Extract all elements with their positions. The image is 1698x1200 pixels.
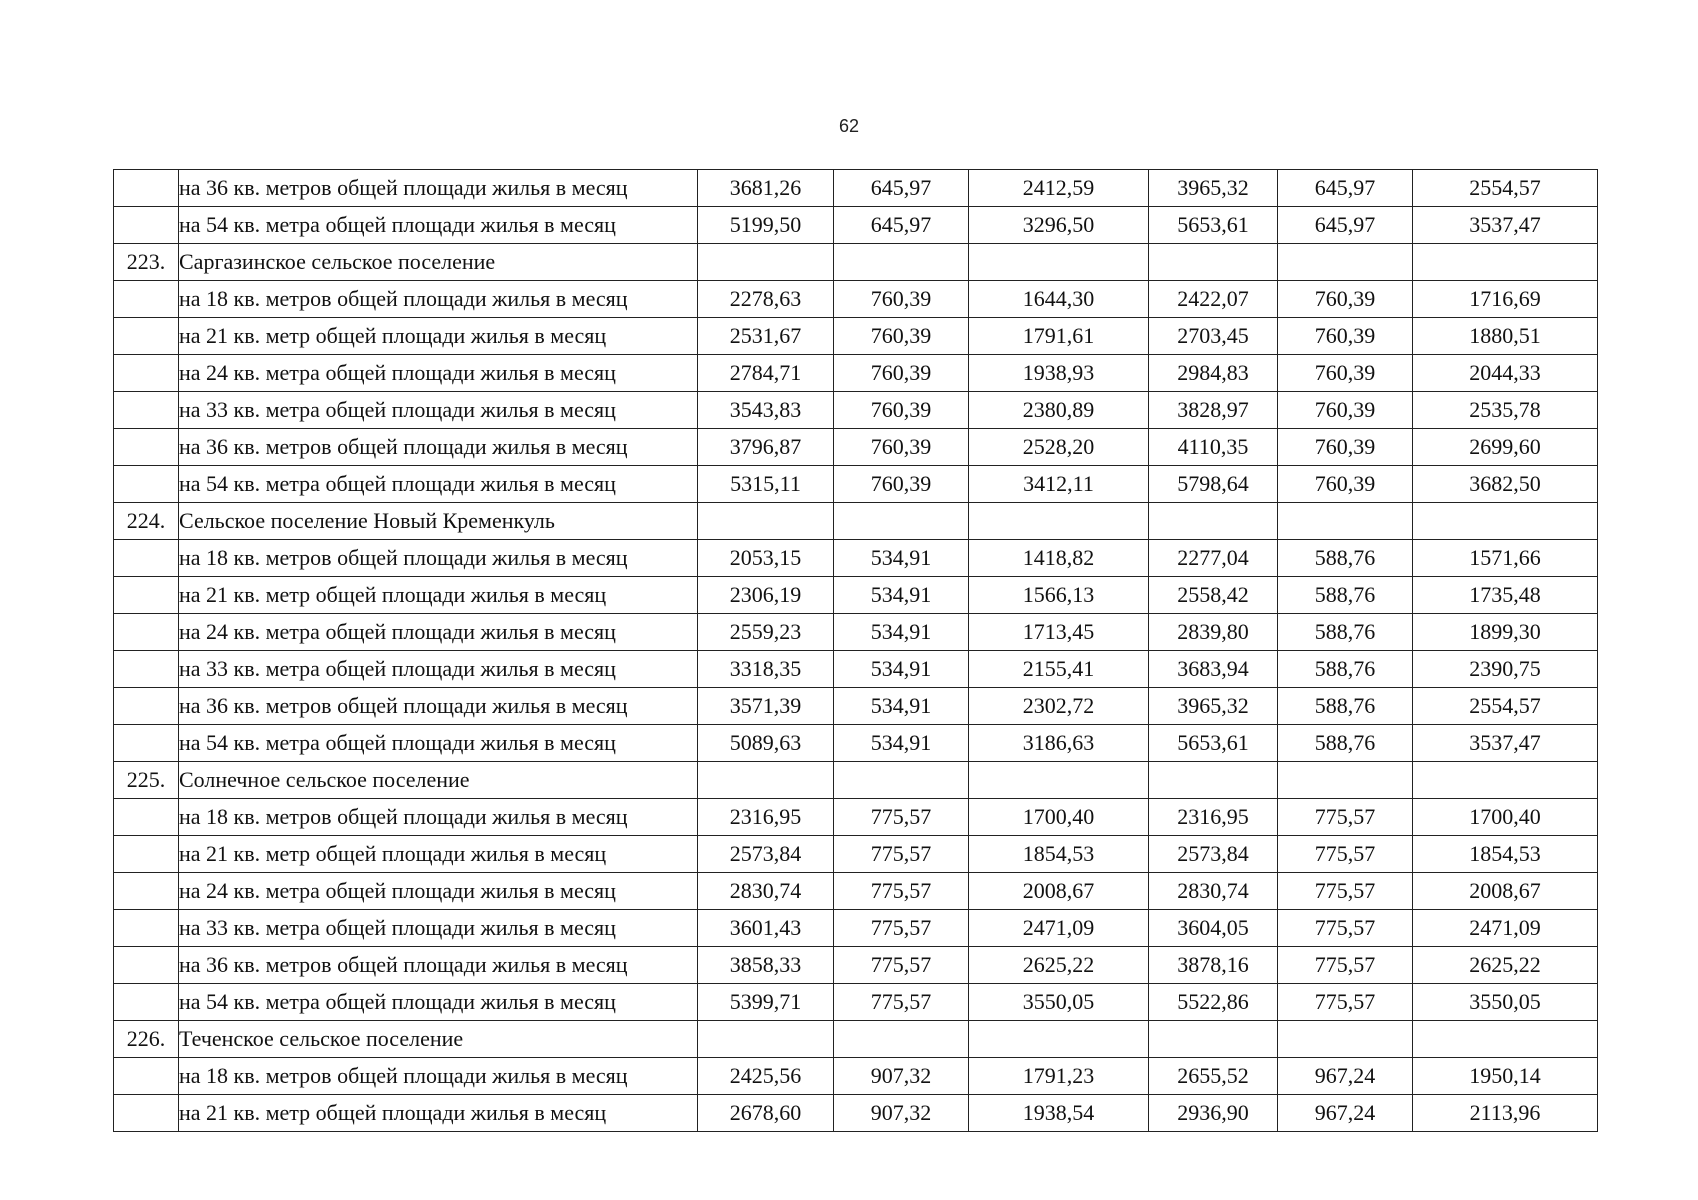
value-cell-6: 2554,57 (1413, 170, 1598, 207)
value-cell-3: 1938,93 (969, 355, 1149, 392)
row-number-cell (114, 1058, 179, 1095)
area-description-cell: на 21 кв. метр общей площади жилья в месяц (179, 1095, 698, 1132)
value-cell-2: 775,57 (834, 984, 969, 1021)
value-cell-4 (1149, 762, 1278, 799)
value-cell-1: 2830,74 (698, 873, 834, 910)
row-number-cell (114, 429, 179, 466)
row-number-cell (114, 910, 179, 947)
value-cell-4: 3683,94 (1149, 651, 1278, 688)
value-cell-1 (698, 1021, 834, 1058)
value-cell-6: 1700,40 (1413, 799, 1598, 836)
value-cell-1 (698, 503, 834, 540)
area-description-cell: на 36 кв. метров общей площади жилья в месяц (179, 429, 698, 466)
value-cell-4: 5522,86 (1149, 984, 1278, 1021)
table-row (114, 392, 1598, 429)
table-row (114, 799, 1598, 836)
value-cell-1: 3571,39 (698, 688, 834, 725)
value-cell-3: 1700,40 (969, 799, 1149, 836)
area-description-cell: на 18 кв. метров общей площади жилья в месяц (179, 1058, 698, 1095)
value-cell-4: 2277,04 (1149, 540, 1278, 577)
value-cell-3: 3296,50 (969, 207, 1149, 244)
row-number-cell (114, 984, 179, 1021)
value-cell-6: 2044,33 (1413, 355, 1598, 392)
value-cell-2: 645,97 (834, 207, 969, 244)
value-cell-4: 2936,90 (1149, 1095, 1278, 1132)
value-cell-4: 2422,07 (1149, 281, 1278, 318)
value-cell-5: 760,39 (1278, 281, 1413, 318)
value-cell-3: 2471,09 (969, 910, 1149, 947)
value-cell-3 (969, 244, 1149, 281)
value-cell-1: 2678,60 (698, 1095, 834, 1132)
value-cell-3: 1791,61 (969, 318, 1149, 355)
value-cell-2: 534,91 (834, 540, 969, 577)
settlement-name-cell: Саргазинское сельское поселение (179, 244, 698, 281)
table-row (114, 281, 1598, 318)
area-description-cell: на 21 кв. метр общей площади жилья в месяц (179, 577, 698, 614)
value-cell-2 (834, 762, 969, 799)
value-cell-3 (969, 1021, 1149, 1058)
value-cell-1: 2316,95 (698, 799, 834, 836)
area-description-cell: на 33 кв. метра общей площади жилья в месяц (179, 392, 698, 429)
value-cell-6 (1413, 244, 1598, 281)
row-number-cell (114, 836, 179, 873)
value-cell-4: 3828,97 (1149, 392, 1278, 429)
tariff-table (113, 169, 1598, 1132)
value-cell-2 (834, 1021, 969, 1058)
value-cell-5: 645,97 (1278, 207, 1413, 244)
value-cell-3: 3186,63 (969, 725, 1149, 762)
value-cell-5 (1278, 1021, 1413, 1058)
value-cell-6 (1413, 503, 1598, 540)
value-cell-1 (698, 244, 834, 281)
value-cell-5: 588,76 (1278, 651, 1413, 688)
value-cell-1: 5199,50 (698, 207, 834, 244)
value-cell-6: 1571,66 (1413, 540, 1598, 577)
value-cell-4: 2839,80 (1149, 614, 1278, 651)
value-cell-3: 2380,89 (969, 392, 1149, 429)
row-number-cell (114, 170, 179, 207)
value-cell-2 (834, 503, 969, 540)
value-cell-6: 1716,69 (1413, 281, 1598, 318)
row-number-cell (114, 355, 179, 392)
value-cell-4: 3604,05 (1149, 910, 1278, 947)
value-cell-3: 2528,20 (969, 429, 1149, 466)
value-cell-6: 1735,48 (1413, 577, 1598, 614)
value-cell-2: 775,57 (834, 873, 969, 910)
value-cell-3 (969, 503, 1149, 540)
table-row (114, 207, 1598, 244)
value-cell-2: 775,57 (834, 836, 969, 873)
value-cell-1: 3858,33 (698, 947, 834, 984)
settlement-name-cell: Сельское поселение Новый Кременкуль (179, 503, 698, 540)
value-cell-1: 2531,67 (698, 318, 834, 355)
value-cell-2 (834, 244, 969, 281)
value-cell-5: 967,24 (1278, 1058, 1413, 1095)
area-description-cell: на 33 кв. метра общей площади жилья в месяц (179, 651, 698, 688)
row-number-cell (114, 392, 179, 429)
value-cell-2: 760,39 (834, 355, 969, 392)
settlement-header-row (114, 244, 1598, 281)
value-cell-4: 4110,35 (1149, 429, 1278, 466)
value-cell-1: 2278,63 (698, 281, 834, 318)
value-cell-3: 1418,82 (969, 540, 1149, 577)
table-row (114, 910, 1598, 947)
area-description-cell: на 24 кв. метра общей площади жилья в месяц (179, 873, 698, 910)
value-cell-1: 5315,11 (698, 466, 834, 503)
table-row (114, 984, 1598, 1021)
table-row (114, 873, 1598, 910)
value-cell-5: 775,57 (1278, 836, 1413, 873)
value-cell-6: 3537,47 (1413, 725, 1598, 762)
value-cell-5: 775,57 (1278, 873, 1413, 910)
value-cell-1: 2053,15 (698, 540, 834, 577)
value-cell-5: 760,39 (1278, 392, 1413, 429)
row-number-cell (114, 540, 179, 577)
row-number-cell (114, 725, 179, 762)
value-cell-5: 760,39 (1278, 355, 1413, 392)
area-description-cell: на 36 кв. метров общей площади жилья в месяц (179, 688, 698, 725)
value-cell-2: 775,57 (834, 910, 969, 947)
value-cell-6: 2625,22 (1413, 947, 1598, 984)
table-row (114, 725, 1598, 762)
value-cell-2: 760,39 (834, 318, 969, 355)
value-cell-5: 760,39 (1278, 318, 1413, 355)
value-cell-6 (1413, 762, 1598, 799)
value-cell-5: 588,76 (1278, 577, 1413, 614)
area-description-cell: на 18 кв. метров общей площади жилья в месяц (179, 281, 698, 318)
value-cell-2: 760,39 (834, 429, 969, 466)
row-number-cell: 224. (114, 503, 179, 540)
value-cell-5: 775,57 (1278, 799, 1413, 836)
area-description-cell: на 54 кв. метра общей площади жилья в месяц (179, 725, 698, 762)
table-row (114, 651, 1598, 688)
value-cell-1: 3543,83 (698, 392, 834, 429)
value-cell-5: 775,57 (1278, 984, 1413, 1021)
row-number-cell (114, 281, 179, 318)
value-cell-6: 2390,75 (1413, 651, 1598, 688)
value-cell-4: 5653,61 (1149, 207, 1278, 244)
value-cell-2: 760,39 (834, 281, 969, 318)
table-row (114, 355, 1598, 392)
value-cell-5: 760,39 (1278, 429, 1413, 466)
value-cell-4: 2703,45 (1149, 318, 1278, 355)
value-cell-2: 645,97 (834, 170, 969, 207)
value-cell-6: 2699,60 (1413, 429, 1598, 466)
value-cell-6: 1950,14 (1413, 1058, 1598, 1095)
area-description-cell: на 33 кв. метра общей площади жилья в месяц (179, 910, 698, 947)
value-cell-2: 534,91 (834, 614, 969, 651)
value-cell-3: 2412,59 (969, 170, 1149, 207)
table-row (114, 836, 1598, 873)
value-cell-1: 5399,71 (698, 984, 834, 1021)
area-description-cell: на 21 кв. метр общей площади жилья в месяц (179, 836, 698, 873)
value-cell-4: 2830,74 (1149, 873, 1278, 910)
area-description-cell: на 54 кв. метра общей площади жилья в месяц (179, 466, 698, 503)
row-number-cell (114, 688, 179, 725)
area-description-cell: на 54 кв. метра общей площади жилья в месяц (179, 207, 698, 244)
table-row (114, 429, 1598, 466)
value-cell-5 (1278, 762, 1413, 799)
row-number-cell (114, 577, 179, 614)
value-cell-6: 2008,67 (1413, 873, 1598, 910)
row-number-cell: 226. (114, 1021, 179, 1058)
value-cell-6: 1854,53 (1413, 836, 1598, 873)
settlement-header-row (114, 503, 1598, 540)
settlement-name-cell: Солнечное сельское поселение (179, 762, 698, 799)
row-number-cell (114, 1095, 179, 1132)
value-cell-1 (698, 762, 834, 799)
value-cell-6: 2471,09 (1413, 910, 1598, 947)
row-number-cell (114, 873, 179, 910)
table-row (114, 614, 1598, 651)
value-cell-3: 1854,53 (969, 836, 1149, 873)
table-row (114, 1058, 1598, 1095)
table-row (114, 318, 1598, 355)
settlement-header-row (114, 762, 1598, 799)
value-cell-1: 2573,84 (698, 836, 834, 873)
area-description-cell: на 21 кв. метр общей площади жилья в месяц (179, 318, 698, 355)
value-cell-5: 775,57 (1278, 947, 1413, 984)
row-number-cell: 223. (114, 244, 179, 281)
value-cell-2: 907,32 (834, 1095, 969, 1132)
value-cell-3: 2155,41 (969, 651, 1149, 688)
value-cell-4 (1149, 244, 1278, 281)
value-cell-3: 2008,67 (969, 873, 1149, 910)
value-cell-1: 2784,71 (698, 355, 834, 392)
table-row (114, 1095, 1598, 1132)
value-cell-6: 2113,96 (1413, 1095, 1598, 1132)
value-cell-6: 3550,05 (1413, 984, 1598, 1021)
row-number-cell (114, 614, 179, 651)
value-cell-5 (1278, 503, 1413, 540)
value-cell-2: 534,91 (834, 651, 969, 688)
row-number-cell (114, 466, 179, 503)
value-cell-4: 2984,83 (1149, 355, 1278, 392)
value-cell-3: 1566,13 (969, 577, 1149, 614)
value-cell-2: 775,57 (834, 947, 969, 984)
value-cell-3 (969, 762, 1149, 799)
area-description-cell: на 36 кв. метров общей площади жилья в месяц (179, 947, 698, 984)
value-cell-5: 967,24 (1278, 1095, 1413, 1132)
value-cell-2: 534,91 (834, 577, 969, 614)
value-cell-5: 645,97 (1278, 170, 1413, 207)
value-cell-4: 2573,84 (1149, 836, 1278, 873)
value-cell-1: 2559,23 (698, 614, 834, 651)
value-cell-3: 1938,54 (969, 1095, 1149, 1132)
value-cell-1: 3796,87 (698, 429, 834, 466)
value-cell-4: 3965,32 (1149, 688, 1278, 725)
page-number: 62 (838, 116, 860, 136)
area-description-cell: на 24 кв. метра общей площади жилья в месяц (179, 355, 698, 392)
value-cell-3: 1791,23 (969, 1058, 1149, 1095)
value-cell-4: 5798,64 (1149, 466, 1278, 503)
value-cell-4: 2558,42 (1149, 577, 1278, 614)
row-number-cell (114, 207, 179, 244)
value-cell-3: 2625,22 (969, 947, 1149, 984)
value-cell-1: 3601,43 (698, 910, 834, 947)
area-description-cell: на 36 кв. метров общей площади жилья в месяц (179, 170, 698, 207)
value-cell-4: 2316,95 (1149, 799, 1278, 836)
value-cell-2: 534,91 (834, 688, 969, 725)
value-cell-5: 760,39 (1278, 466, 1413, 503)
value-cell-4: 3965,32 (1149, 170, 1278, 207)
value-cell-6 (1413, 1021, 1598, 1058)
value-cell-5: 588,76 (1278, 540, 1413, 577)
value-cell-2: 534,91 (834, 725, 969, 762)
value-cell-6: 3537,47 (1413, 207, 1598, 244)
value-cell-1: 2425,56 (698, 1058, 834, 1095)
value-cell-5: 588,76 (1278, 614, 1413, 651)
value-cell-3: 1713,45 (969, 614, 1149, 651)
value-cell-3: 3550,05 (969, 984, 1149, 1021)
value-cell-4 (1149, 1021, 1278, 1058)
value-cell-6: 1880,51 (1413, 318, 1598, 355)
value-cell-2: 760,39 (834, 392, 969, 429)
value-cell-4: 2655,52 (1149, 1058, 1278, 1095)
row-number-cell (114, 651, 179, 688)
value-cell-2: 775,57 (834, 799, 969, 836)
row-number-cell (114, 318, 179, 355)
table-body (114, 170, 1598, 1132)
area-description-cell: на 54 кв. метра общей площади жилья в месяц (179, 984, 698, 1021)
value-cell-4: 5653,61 (1149, 725, 1278, 762)
table-row (114, 466, 1598, 503)
value-cell-3: 2302,72 (969, 688, 1149, 725)
value-cell-1: 5089,63 (698, 725, 834, 762)
area-description-cell: на 24 кв. метра общей площади жилья в месяц (179, 614, 698, 651)
table-row (114, 947, 1598, 984)
settlement-name-cell: Теченское сельское поселение (179, 1021, 698, 1058)
value-cell-6: 2535,78 (1413, 392, 1598, 429)
table-row (114, 540, 1598, 577)
value-cell-5 (1278, 244, 1413, 281)
table-row (114, 577, 1598, 614)
settlement-header-row (114, 1021, 1598, 1058)
value-cell-6: 1899,30 (1413, 614, 1598, 651)
value-cell-1: 3681,26 (698, 170, 834, 207)
value-cell-5: 588,76 (1278, 725, 1413, 762)
row-number-cell (114, 947, 179, 984)
value-cell-2: 907,32 (834, 1058, 969, 1095)
row-number-cell: 225. (114, 762, 179, 799)
value-cell-1: 2306,19 (698, 577, 834, 614)
area-description-cell: на 18 кв. метров общей площади жилья в месяц (179, 540, 698, 577)
area-description-cell: на 18 кв. метров общей площади жилья в месяц (179, 799, 698, 836)
value-cell-6: 2554,57 (1413, 688, 1598, 725)
row-number-cell (114, 799, 179, 836)
value-cell-5: 588,76 (1278, 688, 1413, 725)
value-cell-3: 3412,11 (969, 466, 1149, 503)
value-cell-4 (1149, 503, 1278, 540)
table-row (114, 170, 1598, 207)
value-cell-6: 3682,50 (1413, 466, 1598, 503)
table-row (114, 688, 1598, 725)
value-cell-4: 3878,16 (1149, 947, 1278, 984)
value-cell-3: 1644,30 (969, 281, 1149, 318)
value-cell-2: 760,39 (834, 466, 969, 503)
value-cell-5: 775,57 (1278, 910, 1413, 947)
value-cell-1: 3318,35 (698, 651, 834, 688)
